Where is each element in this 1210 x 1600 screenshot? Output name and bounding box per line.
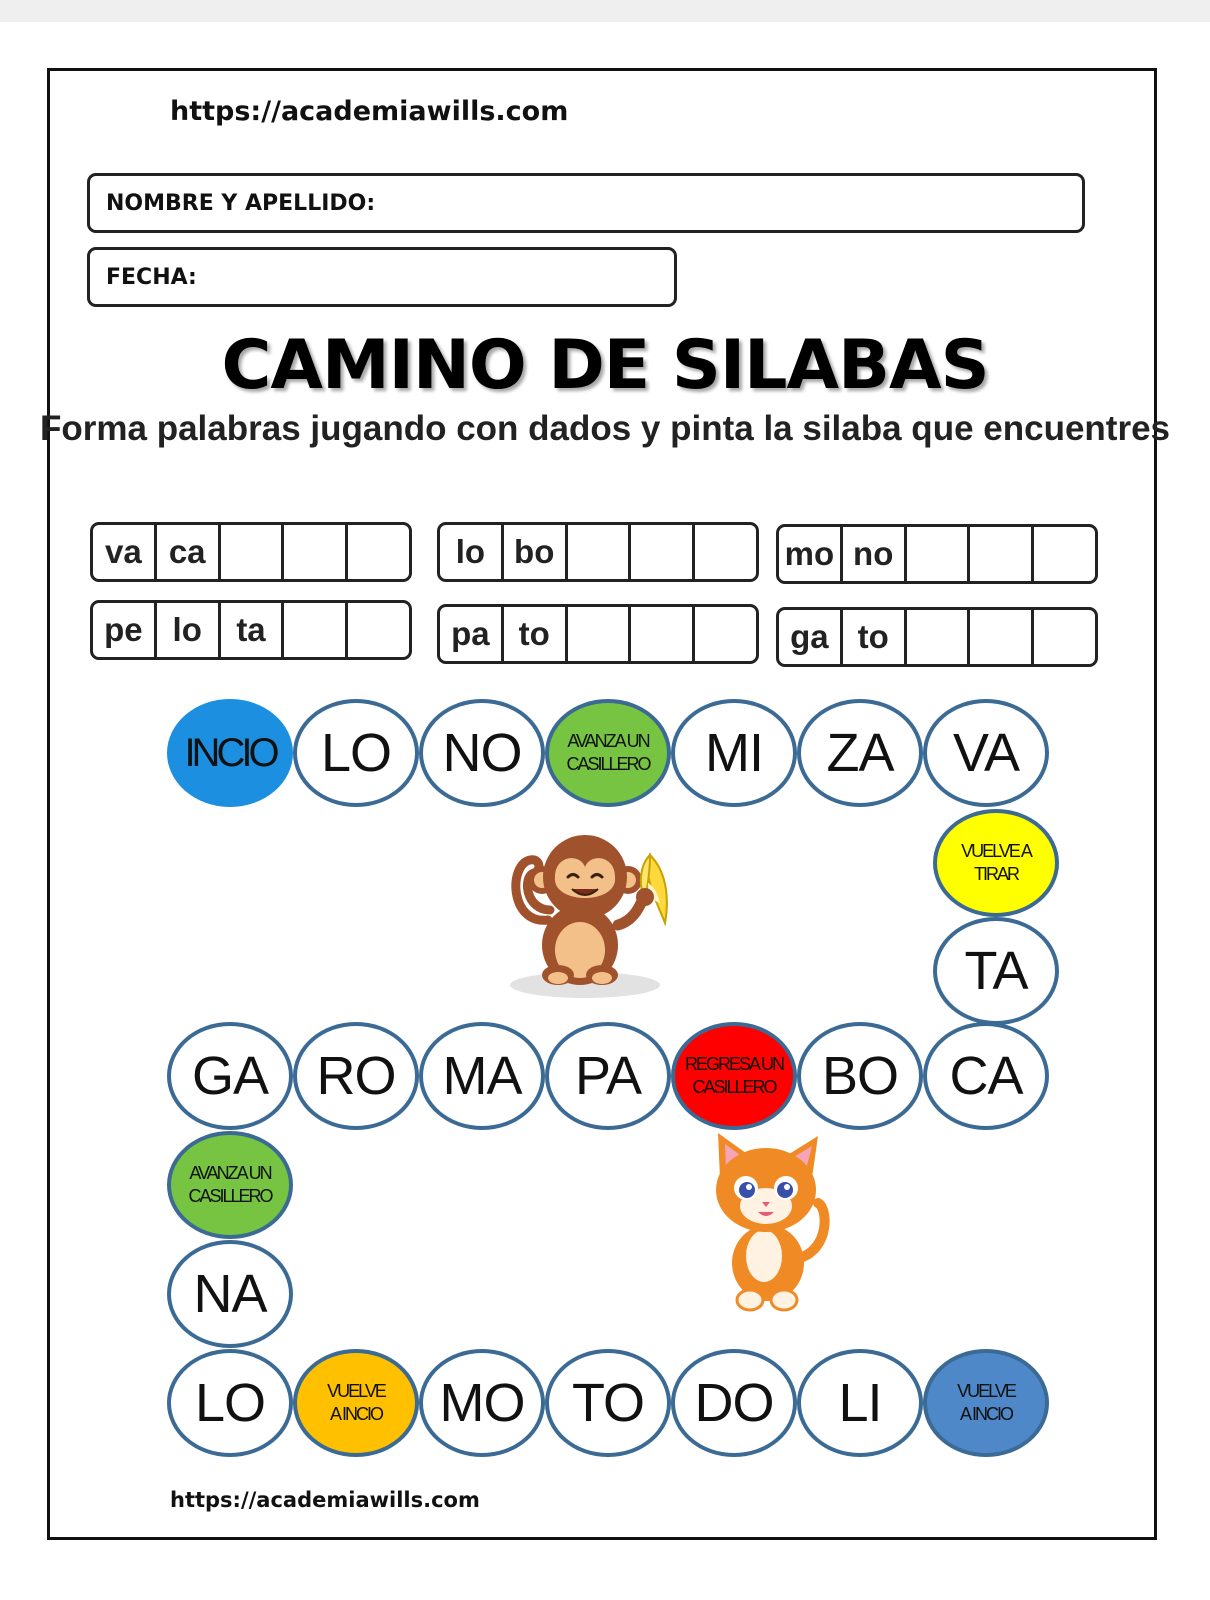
word-box-vaca xyxy=(90,522,412,582)
syllable-cell[interactable]: lo xyxy=(154,603,218,657)
syllable-cell[interactable] xyxy=(904,610,968,664)
syllable-cell[interactable] xyxy=(1031,527,1095,581)
board-cell[interactable] xyxy=(293,699,419,807)
syllable-cell[interactable]: va xyxy=(105,533,142,570)
board-cell[interactable] xyxy=(671,1349,797,1457)
board-cell-label: LO xyxy=(194,1373,266,1433)
name-field[interactable] xyxy=(87,173,1085,233)
word-box-mono xyxy=(776,524,1098,584)
board-cell-label: CA xyxy=(949,1046,1023,1106)
board-cell[interactable] xyxy=(933,917,1059,1025)
word-box-pato xyxy=(437,604,759,664)
board-cell[interactable] xyxy=(797,699,923,807)
syllable-cell[interactable]: ta xyxy=(218,603,282,657)
board-cell[interactable] xyxy=(797,1349,923,1457)
board-cell-label: TO xyxy=(571,1373,644,1433)
syllable-cell[interactable]: to xyxy=(501,607,565,661)
word-box-pelota xyxy=(90,600,412,660)
board-cell-back-to-start[interactable] xyxy=(923,1349,1049,1457)
syllable-cell[interactable] xyxy=(692,525,756,579)
board-cell-label: RO xyxy=(316,1046,396,1106)
board-cell-label: ZA xyxy=(826,723,894,783)
syllable-cell[interactable]: ca xyxy=(154,525,218,579)
date-field-label: FECHA: xyxy=(106,264,197,290)
name-field-label: NOMBRE Y APELLIDO: xyxy=(106,190,376,216)
syllable-cell[interactable] xyxy=(565,525,629,579)
syllable-cell[interactable]: to xyxy=(840,610,904,664)
board-cell-start[interactable] xyxy=(167,699,293,807)
syllable-cell[interactable]: bo xyxy=(501,525,565,579)
syllable-cell[interactable] xyxy=(565,607,629,661)
board-cell-advance[interactable] xyxy=(167,1131,293,1239)
board-cell-label: VUELVE A INCIO xyxy=(957,1381,1015,1424)
board-cell-roll-again[interactable] xyxy=(933,809,1059,917)
syllable-cell[interactable] xyxy=(345,603,409,657)
board-cell[interactable] xyxy=(545,1349,671,1457)
board-cell-back-to-start[interactable] xyxy=(293,1349,419,1457)
board-cell-label: VUELVE A TIRAR xyxy=(961,841,1031,884)
syllable-cell[interactable] xyxy=(281,603,345,657)
board-cell-label: TA xyxy=(964,941,1028,1001)
top-bar xyxy=(0,0,1210,22)
board-cell-label: NO xyxy=(442,723,522,783)
board-cell-label: INCIO xyxy=(184,730,276,775)
board-cell-go-back[interactable] xyxy=(671,1022,797,1130)
board-cell-advance[interactable] xyxy=(545,699,671,807)
board-cell[interactable] xyxy=(419,1349,545,1457)
board-cell[interactable] xyxy=(923,699,1049,807)
board-cell-label: MO xyxy=(439,1373,525,1433)
syllable-cell[interactable] xyxy=(904,527,968,581)
board-cell-label: LO xyxy=(320,723,392,783)
kitten-illustration xyxy=(700,1128,840,1318)
board-cell-label: LI xyxy=(838,1373,882,1433)
syllable-cell[interactable] xyxy=(345,525,409,579)
board-cell[interactable] xyxy=(293,1022,419,1130)
board-cell-label: NA xyxy=(193,1264,267,1324)
board-cell-label: DO xyxy=(694,1373,774,1433)
board-cell[interactable] xyxy=(419,699,545,807)
syllable-cell[interactable] xyxy=(967,527,1031,581)
board-cell-label: AVANZA UN CASILLERO xyxy=(188,1163,272,1206)
board-cell-label: PA xyxy=(574,1046,642,1106)
syllable-cell[interactable] xyxy=(967,610,1031,664)
page-title: CAMINO DE SILABAS xyxy=(221,326,989,405)
site-url-top[interactable]: https://academiawills.com xyxy=(170,96,569,127)
board-cell[interactable] xyxy=(545,1022,671,1130)
board-cell-label: VA xyxy=(952,723,1020,783)
instructions-text: Forma palabras jugando con dados y pinta la silaba que encuentres xyxy=(40,409,1170,448)
syllable-cell[interactable]: pa xyxy=(451,615,490,652)
board-cell-label: MA xyxy=(442,1046,522,1106)
syllable-cell[interactable] xyxy=(628,525,692,579)
syllable-cell[interactable] xyxy=(281,525,345,579)
word-box-lobo xyxy=(437,522,759,582)
board-cell-label: MI xyxy=(705,723,763,783)
syllable-cell[interactable] xyxy=(1031,610,1095,664)
syllable-cell[interactable] xyxy=(692,607,756,661)
instructions xyxy=(0,402,1210,456)
syllable-cell[interactable]: pe xyxy=(104,611,143,648)
board-cell[interactable] xyxy=(671,699,797,807)
monkey-illustration xyxy=(500,825,700,1000)
board-cell[interactable] xyxy=(797,1022,923,1130)
board-cell[interactable] xyxy=(167,1349,293,1457)
board-cell-label: REGRESA UN CASILLERO xyxy=(684,1054,784,1097)
board-cell[interactable] xyxy=(923,1022,1049,1130)
board-cell-label: GA xyxy=(191,1046,269,1106)
board-cell[interactable] xyxy=(419,1022,545,1130)
board-cell[interactable] xyxy=(167,1240,293,1348)
board-cell-label: AVANZA UN CASILLERO xyxy=(566,731,650,774)
syllable-cell[interactable]: ga xyxy=(790,618,829,655)
syllable-cell[interactable]: no xyxy=(840,527,904,581)
syllable-cell[interactable]: lo xyxy=(455,533,486,570)
board-cell-label: BO xyxy=(821,1046,899,1106)
date-field[interactable] xyxy=(87,247,677,307)
board-cell-label: VUELVE A INCIO xyxy=(327,1381,385,1424)
syllable-cell[interactable]: mo xyxy=(784,535,835,572)
word-box-gato xyxy=(776,607,1098,667)
site-url-bottom[interactable]: https://academiawills.com xyxy=(170,1488,480,1512)
syllable-cell[interactable] xyxy=(218,525,282,579)
syllable-cell[interactable] xyxy=(628,607,692,661)
board-cell[interactable] xyxy=(167,1022,293,1130)
